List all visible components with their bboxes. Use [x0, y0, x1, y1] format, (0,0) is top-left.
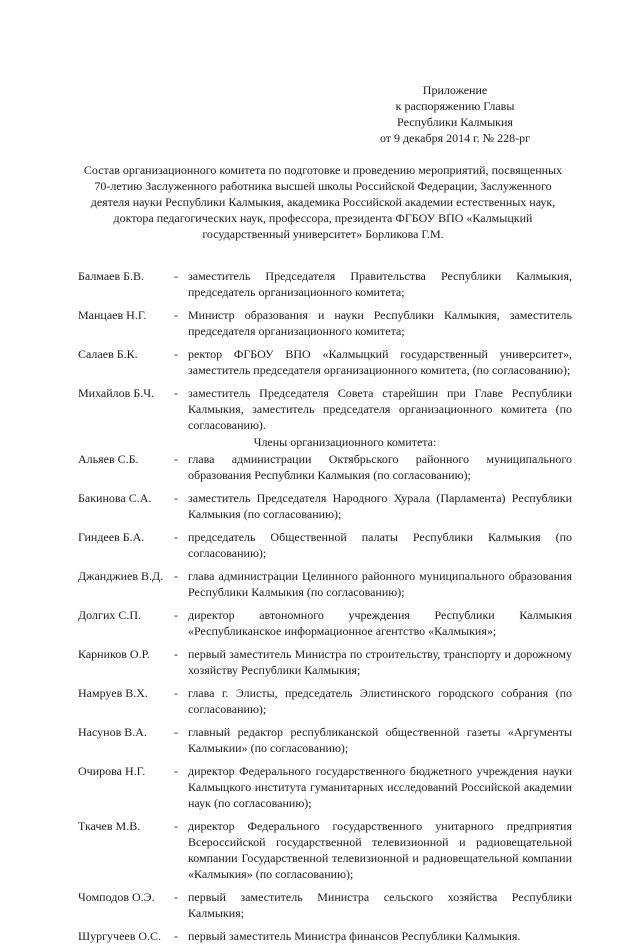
list-item: [78, 763, 572, 811]
person-position: директор автономного учреждения Республики Калмыкия «Республиканское информационное агентство «Калмыкия»;: [188, 608, 572, 638]
dash: -: [174, 725, 178, 739]
appendix-header: [340, 82, 570, 146]
list-item: [78, 889, 572, 921]
list-item: [78, 568, 572, 600]
person-position: первый заместитель Министра по строительству, транспорту и дорожному хозяйству Республики Калмыкия;: [188, 647, 572, 677]
members-heading: Члены организационного комитета:: [253, 435, 437, 449]
person-name: Карников О.Р.: [78, 647, 150, 661]
person-name: Очирова Н.Г.: [78, 764, 146, 778]
person-position: первый заместитель Министра сельского хозяйства Республики Калмыкия;: [188, 890, 572, 920]
person-name: Бакинова С.А.: [78, 491, 152, 505]
list-item: [78, 346, 572, 378]
list-item: [78, 685, 572, 717]
dash: -: [174, 308, 178, 322]
person-position: первый заместитель Министра финансов Республики Калмыкия.: [188, 929, 521, 943]
dash: -: [174, 890, 178, 904]
dash: -: [174, 386, 178, 400]
person-position: заместитель Председателя Народного Хурала (Парламента) Республики Калмыкия (по согласованию);: [188, 491, 572, 521]
person-name: Джанджиев В.Д.: [78, 569, 164, 583]
person-position: глава администрации Октябрьского районного муниципального образования Республики Калмыкия (по согласованию);: [188, 452, 572, 482]
appendix-line-2: к распоряжению Главы: [395, 99, 515, 113]
list-item: [78, 268, 572, 300]
list-item: [78, 646, 572, 678]
members-list: [78, 451, 572, 944]
leaders-list: [78, 268, 572, 433]
dash: -: [174, 686, 178, 700]
list-item: [78, 818, 572, 882]
person-position: заместитель Председателя Правительства Республики Калмыкия, председатель организационного комитета;: [188, 269, 572, 299]
person-name: Шургучеев О.С.: [78, 929, 162, 943]
person-position: председатель Общественной палаты Республики Калмыкия (по согласованию);: [188, 530, 572, 560]
person-position: директор Федерального государственного унитарного предприятия Всероссийской государственной телевизионной и радиовещательной компании Государственной телевизионной и радиовещательной компании «Калмыкия» (по согласованию);: [188, 819, 572, 881]
person-name: Альяев С.Б.: [78, 452, 139, 466]
person-name: Михайлов Б.Ч.: [78, 386, 155, 400]
document-title: Состав организационного комитета по подготовке и проведению мероприятий, посвященных 70-летию Заслуженного работника высшей школы Российской Федерации, Заслуженного деятеля науки Республики Калмыкия, академика Российской академии естественных наук, доктора педагогических наук, профессора, президента ФГБОУ ВПО «Калмыцкий государственный университет» Борликова Г.М.: [83, 163, 563, 241]
dash: -: [174, 269, 178, 283]
dash: -: [174, 929, 178, 943]
person-name: Долгих С.П.: [78, 608, 142, 622]
person-name: Салаев Б.К.: [78, 347, 138, 361]
list-item: [78, 724, 572, 756]
dash: -: [174, 647, 178, 661]
dash: -: [174, 819, 178, 833]
person-name: Ткачев М.В.: [78, 819, 141, 833]
person-position: ректор ФГБОУ ВПО «Калмыцкий государственный университет», заместитель председателя организационного комитета, (по согласованию);: [188, 347, 572, 377]
dash: -: [174, 452, 178, 466]
appendix-line-3: Республики Калмыкия: [397, 115, 513, 129]
person-name: Чомподов О.Э.: [78, 890, 155, 904]
person-position: заместитель Председателя Совета старейшин при Главе Республики Калмыкия, заместитель председателя организационного комитета (по согласованию).: [188, 386, 572, 432]
list-item: [78, 451, 572, 483]
dash: -: [174, 764, 178, 778]
committee-list: [78, 268, 572, 951]
person-name: Намруев В.Х.: [78, 686, 148, 700]
list-item: [78, 928, 572, 944]
list-item: [78, 529, 572, 561]
person-position: главный редактор республиканской общественной газеты «Аргументы Калмыкии» (по согласованию);: [188, 725, 572, 755]
person-name: Насунов В.А.: [78, 725, 147, 739]
dash: -: [174, 608, 178, 622]
person-position: глава администрации Целинного районного муниципального образования Республики Калмыкия (по согласованию);: [188, 569, 572, 599]
person-position: глава г. Элисты, председатель Элистинского городского собрания (по согласованию);: [188, 686, 572, 716]
person-name: Балмаев Б.В.: [78, 269, 145, 283]
appendix-line-1: Приложение: [422, 83, 488, 97]
appendix-line-4: от 9 декабря 2014 г. № 228-рг: [379, 131, 531, 145]
list-item: [78, 490, 572, 522]
list-item: [78, 307, 572, 339]
dash: -: [174, 347, 178, 361]
person-name: Гиндеев Б.А.: [78, 530, 145, 544]
person-position: Министр образования и науки Республики Калмыкия, заместитель председателя организационного комитета;: [188, 308, 572, 338]
dash: -: [174, 569, 178, 583]
list-item: [78, 607, 572, 639]
person-name: Манцаев Н.Г.: [78, 308, 147, 322]
list-item: [78, 385, 572, 433]
dash: -: [174, 491, 178, 505]
dash: -: [174, 530, 178, 544]
person-position: директор Федерального государственного бюджетного учреждения науки Калмыцкого института гуманитарных исследований Российской академии наук (по согласованию);: [188, 764, 572, 810]
